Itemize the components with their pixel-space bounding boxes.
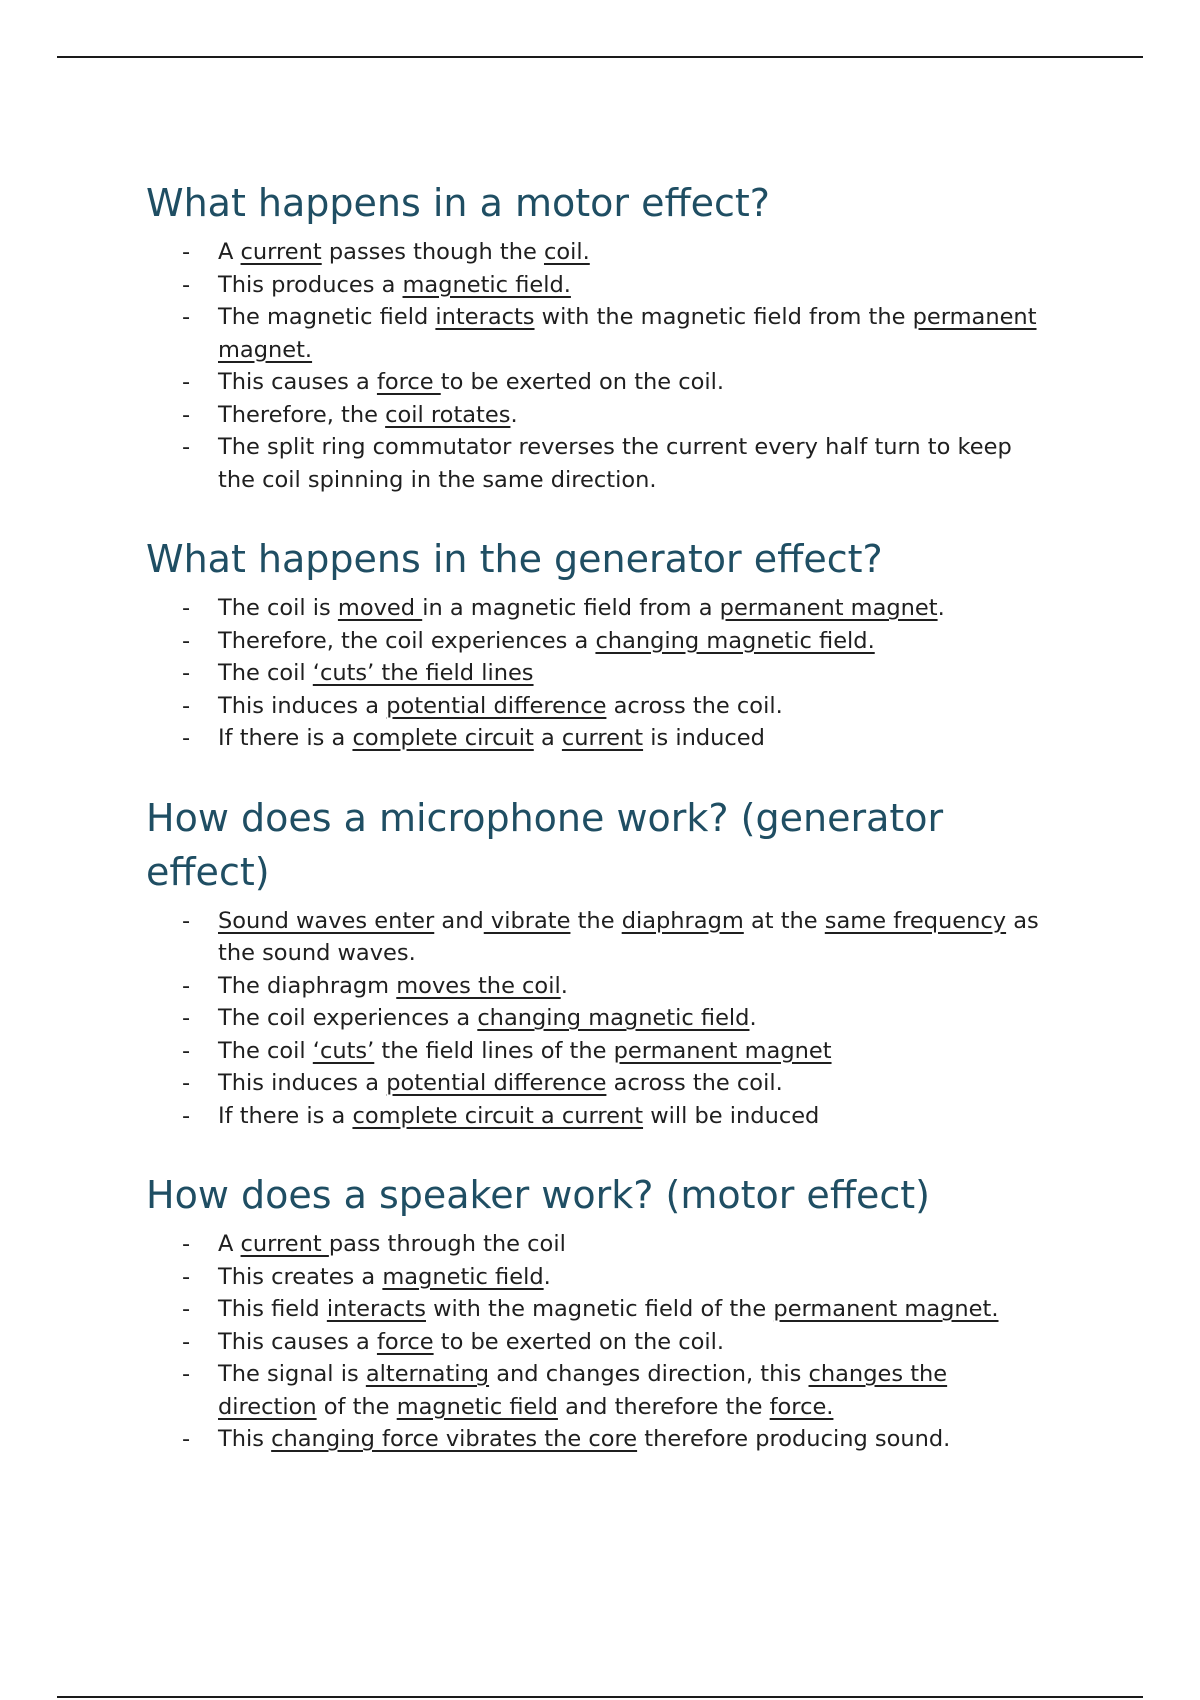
list-item bbox=[146, 722, 1046, 755]
underlined-term: interacts bbox=[326, 1296, 426, 1322]
text-run: If there is a bbox=[218, 725, 353, 751]
bullet-dash: - bbox=[182, 660, 191, 686]
underlined-term: moves the coil bbox=[396, 972, 561, 999]
bullet-list bbox=[146, 592, 1046, 755]
underlined-term: complete circuit bbox=[352, 725, 534, 751]
text-run: The split ring commutator reverses the current every half turn to keep the coil spinning in the same direction. bbox=[218, 434, 1012, 493]
text-run: A bbox=[218, 239, 241, 265]
underlined-term: permanent magnet. bbox=[773, 1296, 999, 1322]
list-item bbox=[146, 905, 1046, 970]
underlined-term: current bbox=[240, 1231, 329, 1257]
underlined-term: Sound waves enter bbox=[218, 907, 435, 934]
underlined-term: force bbox=[376, 1328, 434, 1355]
text-run: . bbox=[937, 595, 945, 621]
text-run: This induces a bbox=[218, 1070, 387, 1096]
bullet-dash: - bbox=[182, 1231, 191, 1257]
underlined-term: current bbox=[240, 239, 322, 265]
list-item bbox=[146, 592, 1046, 625]
bullet-dash: - bbox=[182, 1070, 191, 1096]
bottom-rule bbox=[57, 1696, 1143, 1698]
underlined-term: permanent magnet bbox=[613, 1037, 832, 1064]
text-run: Therefore, the bbox=[218, 401, 386, 428]
text-run: therefore producing sound. bbox=[637, 1426, 951, 1452]
bullet-dash: - bbox=[182, 401, 191, 428]
list-item bbox=[146, 1228, 1046, 1261]
list-item bbox=[146, 1035, 1046, 1068]
text-run: pass through the coil bbox=[328, 1231, 566, 1257]
text-run: of the bbox=[316, 1393, 397, 1420]
list-item bbox=[146, 399, 1046, 432]
bullet-dash: - bbox=[182, 725, 191, 751]
bullet-dash: - bbox=[182, 304, 191, 330]
list-item bbox=[146, 1067, 1046, 1100]
underlined-term: force. bbox=[769, 1393, 834, 1420]
bullet-dash: - bbox=[182, 1328, 191, 1355]
underlined-term: changes the direction bbox=[218, 1361, 948, 1420]
text-run: passes though the bbox=[321, 239, 544, 265]
text-run: This field bbox=[218, 1296, 327, 1322]
underlined-term: permanent magnet bbox=[719, 595, 938, 621]
text-run: across the coil. bbox=[606, 1070, 783, 1096]
section-heading: How does a speaker work? (motor effect) bbox=[146, 1173, 930, 1217]
underlined-term: changing force vibrates the core bbox=[271, 1426, 638, 1452]
bullet-dash: - bbox=[182, 1037, 191, 1064]
bullet-dash: - bbox=[182, 239, 191, 265]
list-item bbox=[146, 1326, 1046, 1359]
text-run: at the bbox=[743, 907, 825, 934]
text-run: The diaphragm bbox=[218, 972, 397, 999]
bullet-list bbox=[146, 905, 1046, 1133]
underlined-term: potential difference bbox=[386, 1070, 607, 1096]
bullet-dash: - bbox=[182, 907, 191, 934]
bullet-dash: - bbox=[182, 1102, 191, 1129]
bullet-dash: - bbox=[182, 1361, 191, 1387]
text-run: the bbox=[570, 907, 622, 934]
bullet-dash: - bbox=[182, 369, 191, 395]
list-item bbox=[146, 690, 1046, 723]
underlined-term: same frequency bbox=[824, 907, 1007, 934]
document-body bbox=[146, 176, 1046, 1492]
text-run: A bbox=[218, 1231, 241, 1257]
text-run: across the coil. bbox=[606, 692, 783, 719]
bullet-dash: - bbox=[182, 1296, 191, 1322]
underlined-term: changing magnetic field. bbox=[595, 627, 875, 654]
bullet-list bbox=[146, 1228, 1046, 1456]
bullet-dash: - bbox=[182, 1005, 191, 1031]
text-run: . bbox=[510, 401, 518, 428]
section-heading: What happens in the generator effect? bbox=[146, 537, 883, 581]
text-run: Therefore, the coil experiences a bbox=[218, 627, 596, 654]
underlined-term: ‘cuts’ bbox=[312, 1037, 375, 1064]
text-run: a bbox=[533, 725, 562, 751]
text-run: in a magnetic field from a bbox=[422, 595, 720, 621]
underlined-term: current bbox=[561, 725, 644, 751]
list-item bbox=[146, 1358, 1046, 1423]
text-run: will be induced bbox=[643, 1102, 820, 1129]
text-run: . bbox=[749, 1005, 757, 1031]
text-run: This produces a bbox=[218, 271, 403, 298]
bullet-dash: - bbox=[182, 1263, 191, 1290]
text-run: If there is a bbox=[218, 1102, 353, 1129]
text-run: The magnetic field bbox=[218, 304, 436, 330]
underlined-term: permanent magnet. bbox=[218, 304, 1037, 363]
underlined-term: changing magnetic field bbox=[477, 1005, 750, 1031]
section-heading: How does a microphone work? (generator effect) bbox=[146, 795, 944, 894]
underlined-term: potential difference bbox=[386, 692, 607, 719]
text-run: This creates a bbox=[218, 1263, 383, 1290]
underlined-term: magnetic field bbox=[382, 1263, 544, 1290]
bullet-dash: - bbox=[182, 972, 191, 999]
bullet-dash: - bbox=[182, 434, 191, 460]
list-item bbox=[146, 1423, 1046, 1456]
bullet-dash: - bbox=[182, 1426, 191, 1452]
text-run: the field lines of the bbox=[374, 1037, 614, 1064]
text-run: . bbox=[560, 972, 568, 999]
top-rule bbox=[57, 56, 1143, 58]
section bbox=[146, 532, 1046, 755]
text-run: is induced bbox=[643, 725, 765, 751]
text-run: and therefore the bbox=[557, 1393, 770, 1420]
text-run: The coil bbox=[218, 1037, 313, 1064]
text-run: The coil experiences a bbox=[218, 1005, 478, 1031]
underlined-term: force bbox=[376, 369, 441, 395]
bullet-list bbox=[146, 236, 1046, 496]
bullet-dash: - bbox=[182, 271, 191, 298]
text-run: and bbox=[434, 907, 484, 934]
underlined-term: vibrate bbox=[483, 907, 571, 934]
list-item bbox=[146, 1261, 1046, 1294]
list-item bbox=[146, 301, 1046, 366]
underlined-term: magnetic field. bbox=[402, 271, 571, 298]
bullet-dash: - bbox=[182, 627, 191, 654]
text-run: This induces a bbox=[218, 692, 387, 719]
list-item bbox=[146, 1100, 1046, 1133]
section bbox=[146, 791, 1046, 1133]
text-run: This causes a bbox=[218, 369, 377, 395]
underlined-term: coil rotates bbox=[385, 401, 511, 428]
underlined-term: interacts bbox=[435, 304, 535, 330]
text-run: to be exerted on the coil. bbox=[440, 369, 725, 395]
list-item bbox=[146, 431, 1046, 496]
text-run: The coil bbox=[218, 660, 313, 686]
underlined-term: magnetic field bbox=[396, 1393, 558, 1420]
underlined-term: coil. bbox=[543, 239, 590, 265]
list-item bbox=[146, 1002, 1046, 1035]
text-run: and changes direction, this bbox=[489, 1361, 809, 1387]
bullet-dash: - bbox=[182, 692, 191, 719]
text-run: This bbox=[218, 1426, 272, 1452]
text-run: . bbox=[543, 1263, 551, 1290]
underlined-term: diaphragm bbox=[621, 907, 744, 934]
bullet-dash: - bbox=[182, 595, 191, 621]
list-item bbox=[146, 269, 1046, 302]
underlined-term: ‘cuts’ the field lines bbox=[312, 660, 534, 686]
text-run: to be exerted on the coil. bbox=[433, 1328, 725, 1355]
underlined-term: moved bbox=[337, 595, 423, 621]
underlined-term: alternating bbox=[365, 1361, 490, 1387]
list-item bbox=[146, 657, 1046, 690]
text-run: with the magnetic field of the bbox=[425, 1296, 774, 1322]
list-item bbox=[146, 1293, 1046, 1326]
section bbox=[146, 176, 1046, 496]
text-run: The signal is bbox=[218, 1361, 366, 1387]
text-run: as the sound waves. bbox=[218, 907, 1039, 966]
underlined-term: complete circuit a current bbox=[352, 1102, 644, 1129]
list-item bbox=[146, 625, 1046, 658]
list-item bbox=[146, 236, 1046, 269]
section bbox=[146, 1168, 1046, 1456]
list-item bbox=[146, 366, 1046, 399]
text-run: with the magnetic field from the bbox=[534, 304, 913, 330]
text-run: This causes a bbox=[218, 1328, 377, 1355]
list-item bbox=[146, 970, 1046, 1003]
section-heading: What happens in a motor effect? bbox=[146, 181, 770, 225]
text-run: The coil is bbox=[218, 595, 338, 621]
